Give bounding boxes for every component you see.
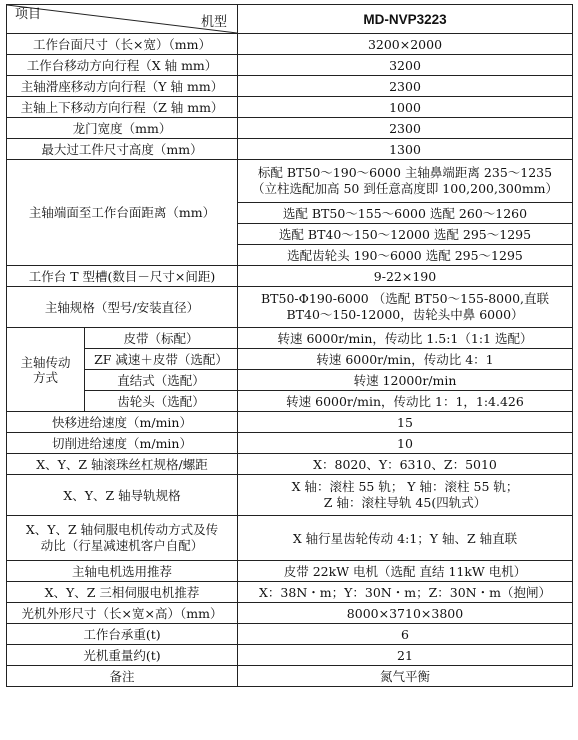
row-value-line: （立柱选配加高 50 到任意高度即 100,200,300mm）: [251, 181, 559, 196]
row-value: 3200×2000: [238, 34, 573, 55]
row-value: 15: [238, 412, 573, 433]
header-model-label: 机型: [200, 15, 227, 30]
row-value-line: Z 轴：滚柱导轨 45(四轨式）: [323, 495, 487, 510]
row-value-line: X 轴：滚柱 55 轨； Y 轴：滚柱 55 轨；: [291, 479, 519, 494]
table-row: [7, 624, 573, 645]
row-label: 备注: [7, 666, 238, 687]
table-row: [7, 349, 573, 370]
row-label-line: 动比（行星减速机客户自配）: [40, 538, 204, 553]
row-value: X：8020、Y：6310、Z：5010: [238, 454, 573, 475]
row-value: X：38N・m；Y：30N・m；Z：30N・m（抱闸）: [238, 582, 573, 603]
row-label: 光机重量约(t): [7, 645, 238, 666]
row-value: 21: [238, 645, 573, 666]
table-row: [7, 287, 573, 328]
row-value: [238, 475, 573, 516]
sub-label: 齿轮头（选配）: [85, 391, 238, 412]
row-label: 光机外形尺寸（长×宽×高）（mm）: [7, 603, 238, 624]
sub-label: 皮带（标配）: [85, 328, 238, 349]
drive-mode-label-line: 方式: [32, 369, 58, 385]
table-row: [7, 55, 573, 76]
row-value: 8000×3710×3800: [238, 603, 573, 624]
row-value: 转速 12000r/min: [238, 370, 573, 391]
table-row: [7, 412, 573, 433]
table-row: [7, 582, 573, 603]
table-row: [7, 266, 573, 287]
drive-mode-label: [7, 328, 85, 412]
row-value-line: BT40～150-12000，齿轮头中鼻 6000）: [286, 307, 524, 322]
row-label: 主轴电机选用推荐: [7, 561, 238, 582]
row-label: 最大过工件尺寸高度（mm）: [7, 139, 238, 160]
table-row: [7, 603, 573, 624]
table-row: [7, 118, 573, 139]
table-row: [7, 475, 573, 516]
diagonal-header-cell: [7, 5, 238, 34]
row-label: [7, 516, 238, 561]
row-value: 9-22×190: [238, 266, 573, 287]
row-label: 主轴滑座移动方向行程（Y 轴 mm）: [7, 76, 238, 97]
row-value: 转速 6000r/min，传动比 1.5:1（1:1 选配）: [238, 328, 573, 349]
row-label: 快移进给速度（m/min）: [7, 412, 238, 433]
table-row: [7, 328, 573, 349]
model-name-cell: MD-NVP3223: [238, 5, 573, 34]
row-label: X、Y、Z 三相伺服电机推荐: [7, 582, 238, 603]
spec-table: [6, 4, 573, 687]
table-row: [7, 391, 573, 412]
table-row: [7, 561, 573, 582]
row-value: 2300: [238, 118, 573, 139]
header-item-label: 项目: [15, 7, 42, 22]
row-label: 主轴规格（型号/安装直径）: [7, 287, 238, 328]
table-row: [7, 516, 573, 561]
drive-mode-label-line: 主轴传动: [20, 354, 71, 370]
row-value: 转速 6000r/min，传动比 1：1，1:4.426: [238, 391, 573, 412]
row-value: 选配 BT50～155～6000 选配 260～1260: [238, 203, 573, 224]
table-row: [7, 454, 573, 475]
row-value-line: BT50-Φ190-6000 （选配 BT50～155-8000,直联: [260, 291, 550, 306]
row-label-line: X、Y、Z 轴伺服电机传动方式及传: [25, 522, 219, 537]
table-row: [7, 76, 573, 97]
table-header-row: [7, 5, 573, 34]
row-value: 选配齿轮头 190～6000 选配 295～1295: [238, 245, 573, 266]
row-label: X、Y、Z 轴导轨规格: [7, 475, 238, 516]
row-label: 主轴上下移动方向行程（Z 轴 mm）: [7, 97, 238, 118]
table-row: [7, 34, 573, 55]
row-label: 工作台承重(t): [7, 624, 238, 645]
row-value: 皮带 22kW 电机（选配 直结 11kW 电机）: [238, 561, 573, 582]
row-value-line: 标配 BT50～190～6000 主轴鼻端距离 235～1235: [257, 165, 553, 180]
table-row: [7, 97, 573, 118]
sub-label: 直结式（选配）: [85, 370, 238, 391]
table-row: [7, 666, 573, 687]
spec-table-container: [6, 4, 573, 687]
sub-label: ZF 减速＋皮带（选配）: [85, 349, 238, 370]
row-label: 切削进给速度（m/min）: [7, 433, 238, 454]
row-label: 工作台面尺寸（长×宽）（mm）: [7, 34, 238, 55]
row-value: 选配 BT40～150～12000 选配 295～1295: [238, 224, 573, 245]
table-row: [7, 370, 573, 391]
row-label: X、Y、Z 轴滚珠丝杠规格/螺距: [7, 454, 238, 475]
table-row: [7, 139, 573, 160]
row-value: X 轴行星齿轮传动 4:1；Y 轴、Z 轴直联: [238, 516, 573, 561]
row-label: 主轴端面至工作台面距离（mm）: [7, 160, 238, 266]
table-row: [7, 433, 573, 454]
row-value: [238, 287, 573, 328]
row-value: [238, 160, 573, 203]
row-label: 工作台移动方向行程（X 轴 mm）: [7, 55, 238, 76]
row-value: 2300: [238, 76, 573, 97]
row-label: 工作台 T 型槽(数目－尺寸×间距): [7, 266, 238, 287]
row-value: 1000: [238, 97, 573, 118]
table-row: [7, 645, 573, 666]
table-row: [7, 160, 573, 203]
row-value: 6: [238, 624, 573, 645]
row-value: 转速 6000r/min，传动比 4：1: [238, 349, 573, 370]
row-value: 氮气平衡: [238, 666, 573, 687]
row-label: 龙门宽度（mm）: [7, 118, 238, 139]
row-value: 3200: [238, 55, 573, 76]
row-value: 1300: [238, 139, 573, 160]
row-value: 10: [238, 433, 573, 454]
